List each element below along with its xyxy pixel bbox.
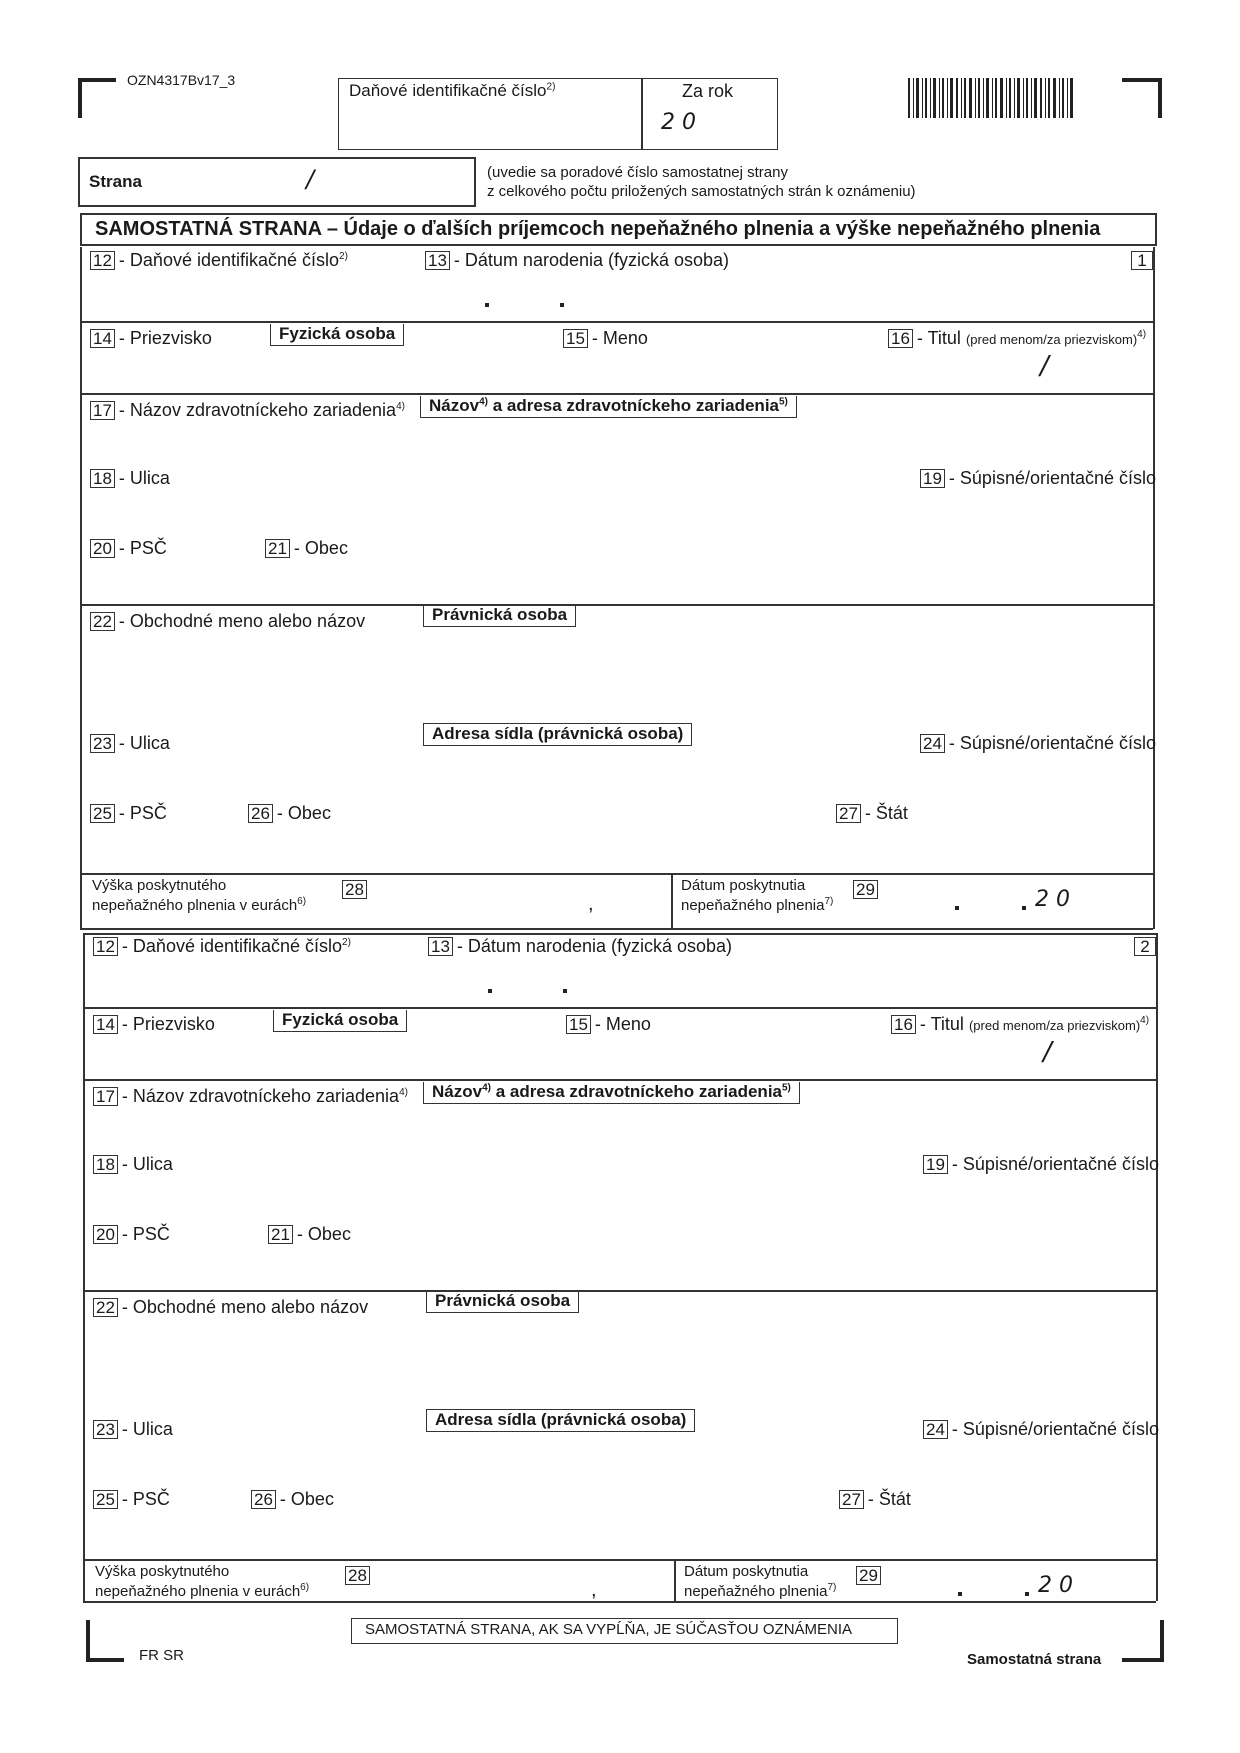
hq-house-number-input[interactable]	[923, 1444, 1143, 1478]
field-number: 22	[90, 612, 115, 631]
hq-street-label: 23 - Ulica	[90, 733, 170, 754]
field-number: 25	[93, 1490, 118, 1509]
city-input[interactable]	[265, 563, 1135, 597]
field-number: 13	[428, 937, 453, 956]
tag-legal-person: Právnická osoba	[426, 1291, 579, 1313]
amount-label-1: Výška poskytnutého	[92, 877, 227, 894]
house-number-input[interactable]	[920, 493, 1140, 527]
date-separator-dot	[488, 989, 492, 993]
country-label: 27 - Štát	[839, 1489, 911, 1510]
first-name-input[interactable]	[566, 1039, 866, 1075]
date-given-label-1: Dátum poskytnutia	[684, 1563, 809, 1580]
date-given-label-2: nepeňažného plnenia$^{7)}$	[681, 896, 834, 914]
field-number: 26	[251, 1490, 276, 1509]
tag-hq-address: Adresa sídla (právnická osoba)	[423, 723, 692, 746]
section-2-right-border	[1156, 933, 1158, 1601]
date-separator-dot	[485, 303, 489, 307]
date-separator-dot	[560, 303, 564, 307]
barcode-icon	[908, 78, 1088, 118]
field-number: 22	[93, 1298, 118, 1317]
hq-city-input[interactable]	[248, 826, 748, 860]
hq-city-input[interactable]	[251, 1512, 751, 1546]
field-number: 21	[265, 539, 290, 558]
amount-input[interactable]	[383, 1565, 663, 1599]
birth-date-input[interactable]	[425, 275, 725, 317]
footer-note: SAMOSTATNÁ STRANA, AK SA VYPĹŇA, JE SÚČASŤOU OZNÁMENIA	[365, 1621, 853, 1638]
city-label: 21 - Obec	[268, 1224, 351, 1245]
dic-label: Daňové identifikačné číslo$^{2)}$	[349, 81, 556, 100]
form-code: OZN4317Bv17_3	[127, 72, 236, 88]
section-2-top-border	[83, 933, 1156, 935]
amount-label-2: nepeňažného plnenia v eurách$^{6)}$	[92, 896, 307, 914]
date-given-input[interactable]	[890, 879, 1140, 913]
amount-comma: ,	[588, 893, 594, 915]
section-1-separator	[80, 928, 1153, 930]
first-name-label: 15 - Meno	[563, 328, 648, 349]
field-number: 12	[93, 937, 118, 956]
field-number: 20	[90, 539, 115, 558]
field-number: 14	[90, 329, 115, 348]
field-number: 23	[90, 734, 115, 753]
hq-zip-label: 25 - PSČ	[90, 803, 167, 824]
title-degree-input[interactable]	[888, 353, 1148, 389]
dic-input[interactable]	[93, 961, 393, 1003]
amount-label-2: nepeňažného plnenia v eurách$^{6)}$	[95, 1582, 310, 1600]
tag-physical-person: Fyzická osoba	[270, 324, 404, 346]
title-degree-label: 16 - Titul (pred menom/za priezviskom)$^{4)}$	[888, 328, 1146, 349]
date-given-label-1: Dátum poskytnutia	[681, 877, 806, 894]
tag-facility: Názov$^{4)}$ a adresa zdravotníckeho zariadenia$^{5)}$	[420, 396, 797, 418]
field-number: 18	[90, 469, 115, 488]
field-number: 19	[923, 1155, 948, 1174]
title-slash: /	[1040, 351, 1049, 381]
street-label: 18 - Ulica	[93, 1154, 173, 1175]
country-input[interactable]	[836, 826, 1136, 860]
field-number: 19	[920, 469, 945, 488]
field-number: 13	[425, 251, 450, 270]
date-given-year-prefix: 2 0	[1035, 887, 1070, 912]
zip-input[interactable]	[90, 563, 230, 597]
date-given-number: 29	[856, 1565, 885, 1586]
section-1-separator	[80, 321, 1153, 323]
corner-mark-top-right	[1122, 78, 1162, 82]
za-rok-prefix: 2 0	[661, 110, 696, 135]
field-number: 17	[90, 401, 115, 420]
business-name-label: 22 - Obchodné meno alebo názov	[90, 611, 365, 632]
date-given-number: 29	[853, 879, 882, 900]
strana-note-1: (uvedie sa poradové číslo samostatnej strany	[487, 164, 788, 181]
hq-street-input[interactable]	[93, 1444, 793, 1478]
hq-city-label: 26 - Obec	[251, 1489, 334, 1510]
business-name-input[interactable]	[90, 639, 1140, 709]
dic-input[interactable]	[90, 275, 390, 317]
surname-input[interactable]	[90, 353, 490, 389]
business-name-label: 22 - Obchodné meno alebo názov	[93, 1297, 368, 1318]
section-2-separator	[83, 1559, 1156, 1561]
birth-date-input[interactable]	[428, 961, 728, 1003]
amount-comma: ,	[591, 1579, 597, 1601]
section-1-separator	[80, 873, 1153, 875]
field-number: 16	[888, 329, 913, 348]
hq-zip-input[interactable]	[90, 826, 230, 860]
field-number: 26	[248, 804, 273, 823]
date-separator-dot	[563, 989, 567, 993]
za-rok-input[interactable]	[700, 104, 770, 146]
section-index: 2	[1134, 936, 1160, 957]
city-label: 21 - Obec	[265, 538, 348, 559]
amount-input[interactable]	[380, 879, 660, 913]
hq-house-number-input[interactable]	[920, 758, 1140, 792]
business-name-input[interactable]	[93, 1325, 1143, 1395]
date-given-year-prefix: 2 0	[1038, 1573, 1073, 1598]
country-input[interactable]	[839, 1512, 1139, 1546]
dic-field-label: 12 - Daňové identifikačné číslo$^{2)}$	[90, 250, 348, 271]
section-1-right-border	[1153, 247, 1155, 929]
section-1-separator	[80, 604, 1153, 606]
street-input[interactable]	[90, 493, 790, 527]
field-number: 12	[90, 251, 115, 270]
facility-name-input[interactable]	[93, 1111, 1143, 1145]
field-number: 16	[891, 1015, 916, 1034]
first-name-input[interactable]	[563, 353, 863, 389]
field-number: 27	[839, 1490, 864, 1509]
field-number: 15	[563, 329, 588, 348]
section-index: 1	[1131, 250, 1157, 271]
dic-input[interactable]	[349, 104, 637, 146]
house-number-input[interactable]	[923, 1179, 1143, 1213]
date-given-label-2: nepeňažného plnenia$^{7)}$	[684, 1582, 837, 1600]
tag-legal-person: Právnická osoba	[423, 605, 576, 627]
first-name-label: 15 - Meno	[566, 1014, 651, 1035]
city-input[interactable]	[268, 1249, 1138, 1283]
facility-name-label: 17 - Názov zdravotníckeho zariadenia$^{4)}$	[93, 1086, 408, 1107]
corner-mark-top-left	[78, 78, 116, 82]
date-given-input[interactable]	[893, 1565, 1143, 1599]
page-title: SAMOSTATNÁ STRANA – Údaje o ďalších príjemcoch nepeňažného plnenia a výške nepeňažného plnenia	[95, 218, 1101, 240]
title-degree-input[interactable]	[891, 1039, 1151, 1075]
strana-label: Strana	[89, 172, 142, 191]
amount-date-divider	[674, 1559, 676, 1601]
corner-mark-bottom-right	[1122, 1658, 1164, 1662]
field-number: 27	[836, 804, 861, 823]
zip-input[interactable]	[93, 1249, 233, 1283]
za-rok-label: Za rok	[682, 81, 734, 101]
zip-label: 20 - PSČ	[93, 1224, 170, 1245]
hq-zip-input[interactable]	[93, 1512, 233, 1546]
corner-mark-bottom-left-v	[86, 1620, 90, 1662]
birth-date-label: 13 - Dátum narodenia (fyzická osoba)	[428, 936, 732, 957]
section-2-separator	[83, 1290, 1156, 1292]
section-2-separator	[83, 1007, 1156, 1009]
section-2-separator	[83, 1601, 1156, 1603]
surname-label: 14 - Priezvisko	[93, 1014, 215, 1035]
country-label: 27 - Štát	[836, 803, 908, 824]
zip-label: 20 - PSČ	[90, 538, 167, 559]
field-number: 23	[93, 1420, 118, 1439]
street-input[interactable]	[93, 1179, 793, 1213]
house-number-label: 19 - Súpisné/orientačné číslo	[923, 1154, 1159, 1175]
house-number-label: 19 - Súpisné/orientačné číslo	[920, 468, 1156, 489]
title-slash: /	[1043, 1037, 1052, 1067]
corner-mark-bottom-right-v	[1160, 1620, 1164, 1662]
hq-street-label: 23 - Ulica	[93, 1419, 173, 1440]
dic-year-divider	[641, 78, 643, 150]
surname-input[interactable]	[93, 1039, 493, 1075]
hq-zip-label: 25 - PSČ	[93, 1489, 170, 1510]
strana-input[interactable]	[200, 162, 460, 202]
footer-right: Samostatná strana	[967, 1651, 1102, 1668]
corner-mark-bottom-left	[86, 1658, 124, 1662]
corner-mark-top-right-v	[1158, 78, 1162, 118]
footer-left: FR SR	[139, 1647, 184, 1664]
field-number: 15	[566, 1015, 591, 1034]
dic-field-label: 12 - Daňové identifikačné číslo$^{2)}$	[93, 936, 351, 957]
birth-date-label: 13 - Dátum narodenia (fyzická osoba)	[425, 250, 729, 271]
tag-facility: Názov$^{4)}$ a adresa zdravotníckeho zariadenia$^{5)}$	[423, 1082, 800, 1104]
section-1-left-border	[80, 247, 82, 929]
amount-date-divider	[671, 873, 673, 928]
tag-hq-address: Adresa sídla (právnická osoba)	[426, 1409, 695, 1432]
section-2-left-border	[83, 933, 85, 1601]
corner-mark-top-left-v	[78, 78, 82, 118]
hq-house-number-label: 24 - Súpisné/orientačné číslo	[923, 1419, 1159, 1440]
strana-note-2: z celkového počtu priložených samostatných strán k oznámeniu)	[487, 183, 916, 200]
tag-physical-person: Fyzická osoba	[273, 1010, 407, 1032]
field-number: 20	[93, 1225, 118, 1244]
field-number: 17	[93, 1087, 118, 1106]
hq-city-label: 26 - Obec	[248, 803, 331, 824]
field-number: 18	[93, 1155, 118, 1174]
section-1-separator	[80, 393, 1153, 395]
field-number: 14	[93, 1015, 118, 1034]
facility-name-input[interactable]	[90, 425, 1140, 459]
section-2-separator	[83, 1079, 1156, 1081]
amount-label-1: Výška poskytnutého	[95, 1563, 230, 1580]
field-number: 21	[268, 1225, 293, 1244]
field-number: 25	[90, 804, 115, 823]
field-number: 24	[920, 734, 945, 753]
facility-name-label: 17 - Názov zdravotníckeho zariadenia$^{4)}$	[90, 400, 405, 421]
amount-number: 28	[342, 879, 371, 900]
street-label: 18 - Ulica	[90, 468, 170, 489]
title-degree-label: 16 - Titul (pred menom/za priezviskom)$^{4)}$	[891, 1014, 1149, 1035]
field-number: 24	[923, 1420, 948, 1439]
hq-house-number-label: 24 - Súpisné/orientačné číslo	[920, 733, 1156, 754]
hq-street-input[interactable]	[90, 758, 790, 792]
strana-slash: /	[306, 165, 315, 193]
amount-number: 28	[345, 1565, 374, 1586]
surname-label: 14 - Priezvisko	[90, 328, 212, 349]
